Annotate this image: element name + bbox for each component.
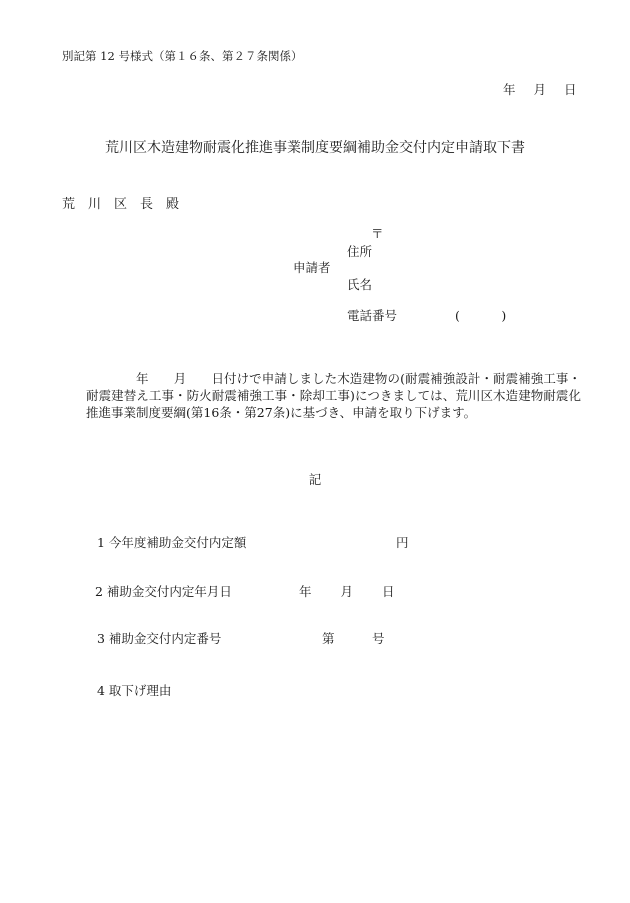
addressee: 荒 川 区 長 殿 — [62, 197, 180, 212]
ki-label: 記 — [308, 472, 322, 487]
name-label: 氏名 — [347, 277, 373, 292]
item-3-number: 第 号 — [322, 631, 385, 646]
applicant-label: 申請者 — [293, 260, 331, 275]
item-1-label: 1 今年度補助金交付内定額 — [97, 535, 247, 550]
document-title: 荒川区木造建物耐震化推進事業制度要綱補助金交付内定申請取下書 — [105, 140, 525, 156]
address-label: 住所 — [347, 244, 373, 259]
tel-label: 電話番号 — [347, 308, 398, 323]
item-2-date: 年 月 日 — [299, 584, 395, 599]
body-paragraph: 年 月 日付けで申請しました木造建物の(耐震補強設計・耐震補強工事・耐震建替え工事・防火耐震補強工事・除却工事)につきましては、荒川区木造建物耐震化推進事業制度要綱(第16条・第27条)に基づき、申請を取り下げます。 — [86, 371, 581, 420]
tel-parens: ( ) — [455, 308, 507, 323]
item-3-label: 3 補助金交付内定番号 — [97, 631, 222, 646]
item-1-unit: 円 — [396, 535, 409, 550]
form-number: 別記第 12 号様式（第１６条、第２７条関係） — [62, 49, 303, 63]
postal-mark: 〒 — [371, 226, 384, 241]
date-line: 年 月 日 — [503, 82, 577, 97]
item-4-label: 4 取下げ理由 — [97, 683, 172, 698]
item-2-label: 2 補助金交付内定年月日 — [95, 584, 232, 599]
